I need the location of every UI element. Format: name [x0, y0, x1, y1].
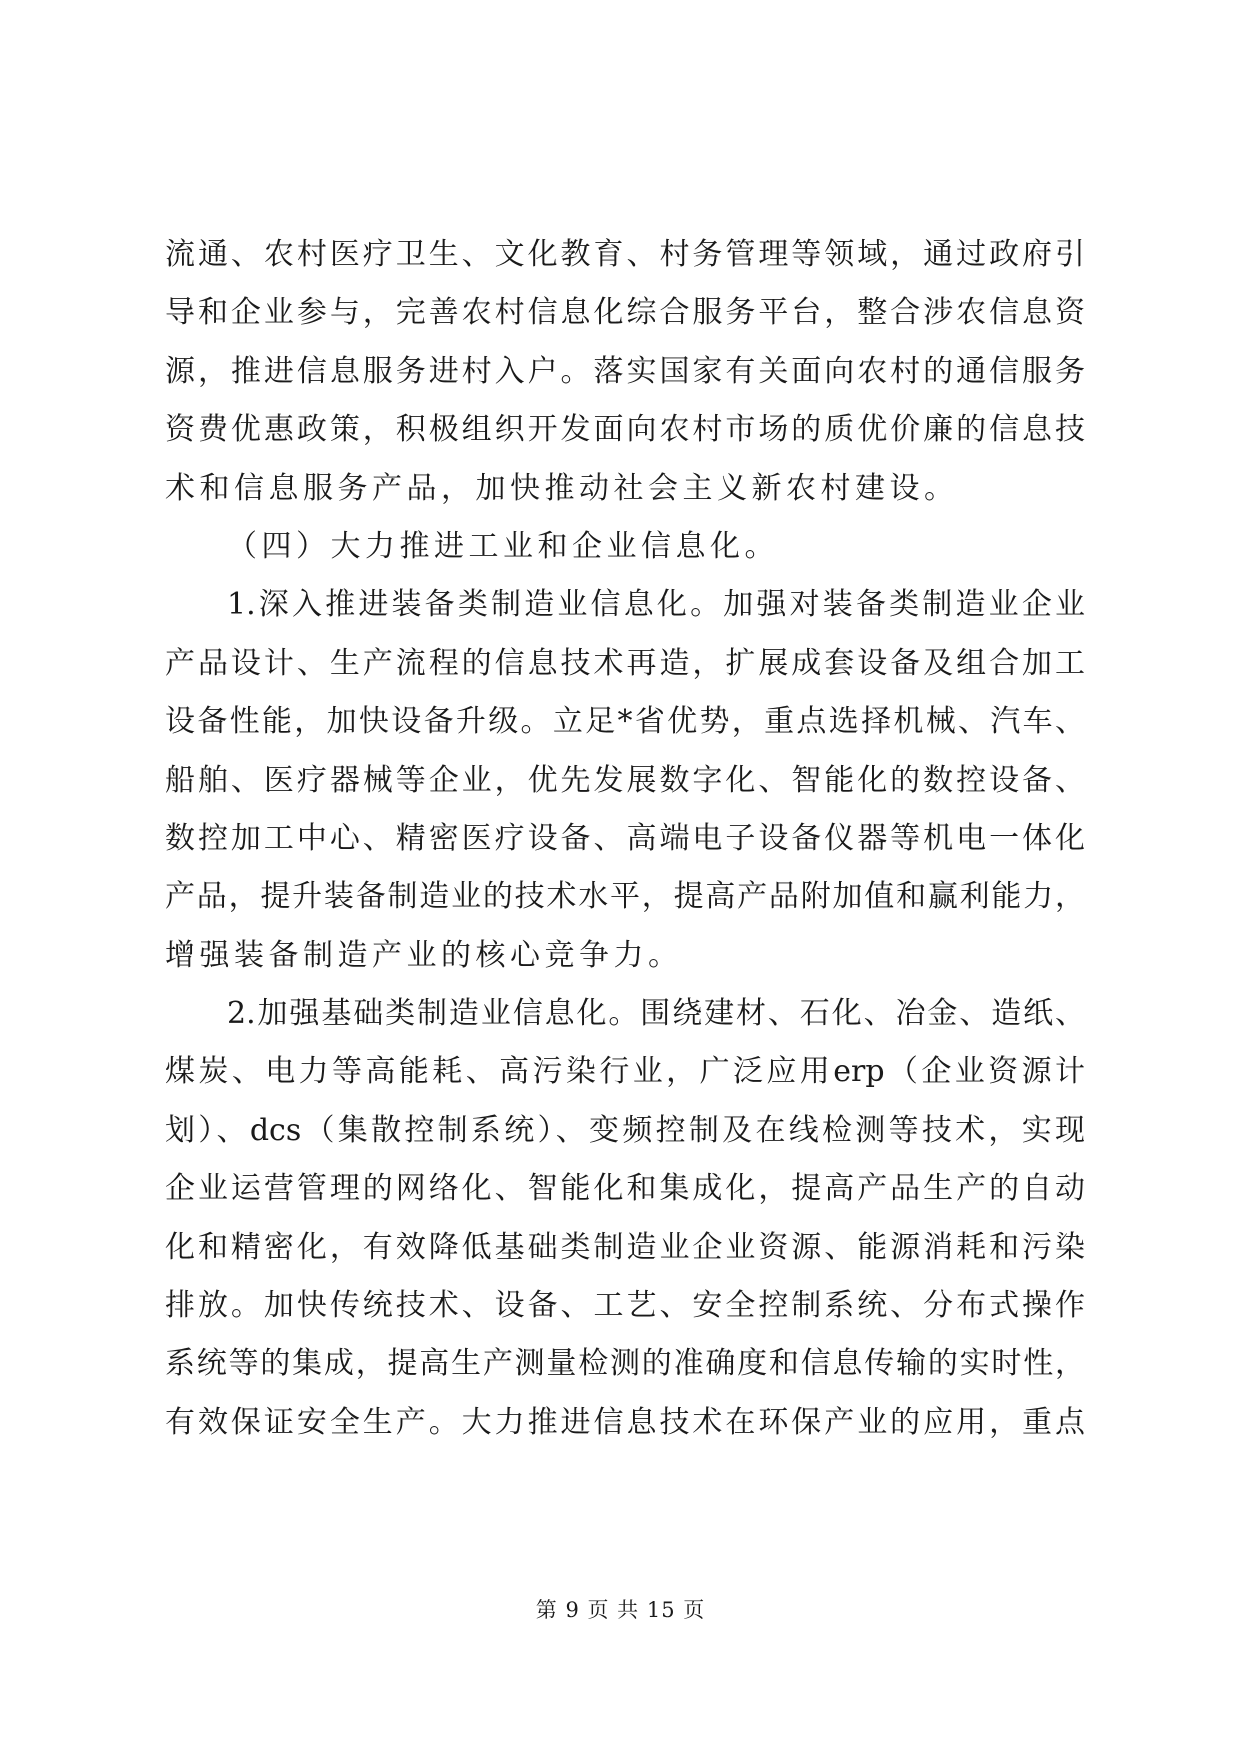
text-line: 煤炭、电力等高能耗、高污染行业，广泛应用erp（企业资源计: [165, 1054, 1085, 1090]
text-line: 数控加工中心、精密医疗设备、高端电子设备仪器等机电一体化: [165, 820, 1085, 856]
text-line: 流通、农村医疗卫生、文化教育、村务管理等领域，通过政府引: [165, 237, 1085, 272]
text-line: 船舶、医疗器械等企业，优先发展数字化、智能化的数控设备、: [165, 762, 1085, 798]
text-line: 化和精密化，有效降低基础类制造业企业资源、能源消耗和污染: [165, 1229, 1085, 1265]
text-line: 源，推进信息服务进村入户。落实国家有关面向农村的通信服务: [165, 353, 1085, 389]
page-number-footer: 第 9 页 共 15 页: [535, 1598, 706, 1622]
text-line: 设备性能，加快设备升级。立足*省优势，重点选择机械、汽车、: [165, 704, 1085, 740]
text-line: 资费优惠政策，积极组织开发面向农村市场的质优价廉的信息技: [165, 412, 1085, 448]
text-line: 有效保证安全生产。大力推进信息技术在环保产业的应用，重点: [165, 1404, 1085, 1440]
text-line: 增强装备制造产业的核心竞争力。: [165, 937, 683, 973]
text-line: 导和企业参与，完善农村信息化综合服务平台，整合涉农信息资: [165, 295, 1085, 331]
section-heading: （四）大力推进工业和企业信息化。: [227, 528, 779, 564]
text-line: 产品设计、生产流程的信息技术再造，扩展成套设备及组合加工: [165, 645, 1085, 681]
text-line: 排放。加快传统技术、设备、工艺、安全控制系统、分布式操作: [165, 1288, 1085, 1324]
text-line: 术和信息服务产品，加快推动社会主义新农村建设。: [165, 470, 959, 506]
text-line: 系统等的集成，提高生产测量检测的准确度和信息传输的实时性，: [165, 1346, 1085, 1382]
body-text: [165, 226, 1085, 1452]
text-line: 企业运营管理的网络化、智能化和集成化，提高产品生产的自动: [165, 1171, 1085, 1207]
text-line: 2.加强基础类制造业信息化。围绕建材、石化、冶金、造纸、: [227, 996, 1085, 1032]
text-line: 产品，提升装备制造业的技术水平，提高产品附加值和赢利能力，: [165, 879, 1085, 915]
text-line: 划）、dcs（集散控制系统）、变频控制及在线检测等技术，实现: [165, 1112, 1085, 1148]
text-line: 1.深入推进装备类制造业信息化。加强对装备类制造业企业: [227, 587, 1085, 623]
